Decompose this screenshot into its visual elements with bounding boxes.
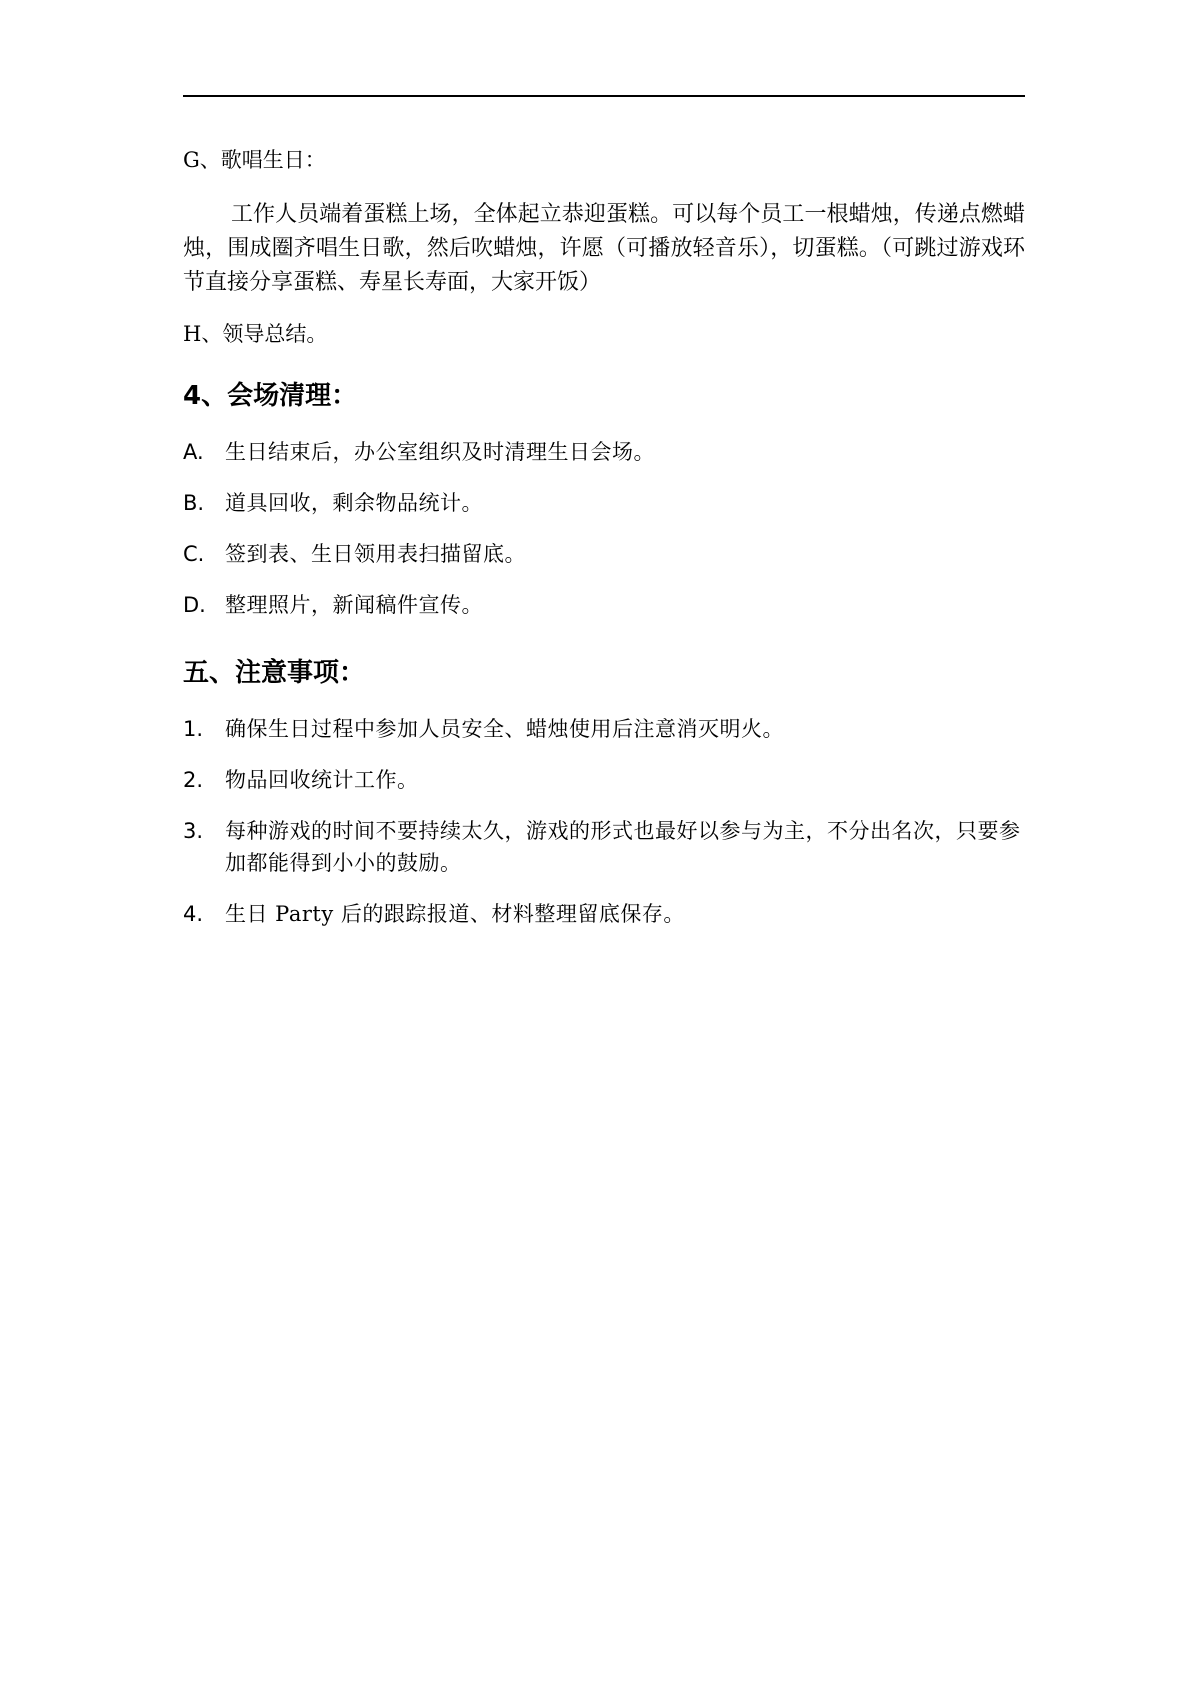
header-rule [183,95,1025,97]
list-item-text: 道具回收，剩余物品统计。 [225,491,483,515]
section-h-title: H、领导总结。 [183,322,328,346]
cleanup-list [183,436,1025,621]
list-marker: 2. [183,768,204,792]
list-item-text: 确保生日过程中参加人员安全、蜡烛使用后注意消灭明火。 [225,717,784,741]
list-item [183,713,1025,745]
list-item-text: 签到表、生日领用表扫描留底。 [225,542,526,566]
list-marker: D. [183,593,206,617]
document-content [183,146,1025,930]
list-item-text: 整理照片，新闻稿件宣传。 [225,593,483,617]
list-item [183,436,1025,468]
list-marker: A. [183,440,204,464]
list-marker: C. [183,542,205,566]
list-item [183,898,1025,930]
notes-list [183,713,1025,930]
list-item [183,487,1025,519]
list-item [183,538,1025,570]
list-marker: 3. [183,819,204,843]
list-item [183,589,1025,621]
list-item [183,815,1025,879]
list-item-text: 生日 Party 后的跟踪报道、材料整理留底保存。 [225,902,685,926]
list-item-text: 每种游戏的时间不要持续太久，游戏的形式也最好以参与为主，不分出名次，只要参加都能得到小小的鼓励。 [225,819,1021,875]
list-item-text: 生日结束后，办公室组织及时清理生日会场。 [225,440,655,464]
list-marker: 1. [183,717,204,741]
section-g-paragraph: 工作人员端着蛋糕上场，全体起立恭迎蛋糕。可以每个员工一根蜡烛，传递点燃蜡烛，围成圈齐唱生日歌，然后吹蜡烛，许愿（可播放轻音乐），切蛋糕。（可跳过游戏环节直接分享蛋糕、寿星长寿面，大家开饭） [183,202,1025,295]
cleanup-heading: 4、会场清理： [183,381,358,411]
section-g-title: G、歌唱生日： [183,148,326,172]
list-item [183,764,1025,796]
notes-heading: 五、注意事项： [183,658,366,688]
list-marker: B. [183,491,205,515]
list-item-text: 物品回收统计工作。 [225,768,419,792]
list-marker: 4. [183,902,204,926]
